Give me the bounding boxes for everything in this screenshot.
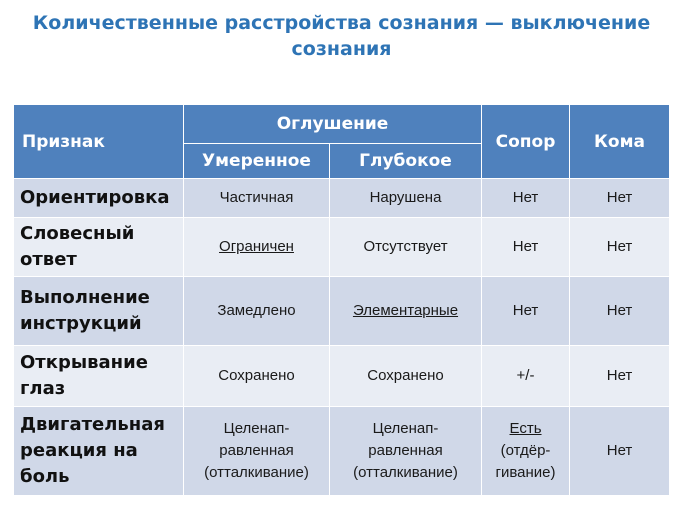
cell-deep: Отсутствует (330, 218, 482, 277)
row-feature: Двигательная реакция на боль (14, 407, 184, 496)
row-feature: Словесный ответ (14, 218, 184, 277)
table-row (14, 179, 670, 218)
cell-coma: Нет (570, 346, 670, 407)
header-deep: Глубокое (330, 144, 482, 179)
cell-sopor: Нет (482, 179, 570, 218)
cell-moderate: Замедлено (184, 277, 330, 346)
row-feature: Выполнение инструкций (14, 277, 184, 346)
table-row (14, 407, 670, 496)
header-moderate: Умеренное (184, 144, 330, 179)
row-feature: Ориентировка (14, 179, 184, 218)
cell-sopor: Есть (отдёр- гивание) (482, 407, 570, 496)
table-row (14, 346, 670, 407)
cell-coma: Нет (570, 407, 670, 496)
cell-deep: Нарушена (330, 179, 482, 218)
cell-deep: Целенап- равленная (отталкивание) (330, 407, 482, 496)
header-coma: Кома (570, 105, 670, 179)
header-row-top (14, 105, 670, 144)
header-stunning: Оглушение (184, 105, 482, 144)
table-row (14, 218, 670, 277)
cell-moderate: Ограничен (184, 218, 330, 277)
header-feature: Признак (14, 105, 184, 179)
table-row (14, 277, 670, 346)
cell-sopor: Нет (482, 277, 570, 346)
cell-coma: Нет (570, 277, 670, 346)
cell-moderate: Целенап- равленная (отталкивание) (184, 407, 330, 496)
header-sopor: Сопор (482, 105, 570, 179)
cell-deep: Сохранено (330, 346, 482, 407)
cell-coma: Нет (570, 218, 670, 277)
cell-sopor: Нет (482, 218, 570, 277)
cell-deep: Элементарные (330, 277, 482, 346)
cell-moderate: Частичная (184, 179, 330, 218)
page-title: Количественные расстройства сознания — выключение сознания (32, 12, 651, 60)
cell-coma: Нет (570, 179, 670, 218)
cell-sopor: +/- (482, 346, 570, 407)
row-feature: Открывание глаз (14, 346, 184, 407)
cell-moderate: Сохранено (184, 346, 330, 407)
consciousness-table (13, 104, 670, 496)
